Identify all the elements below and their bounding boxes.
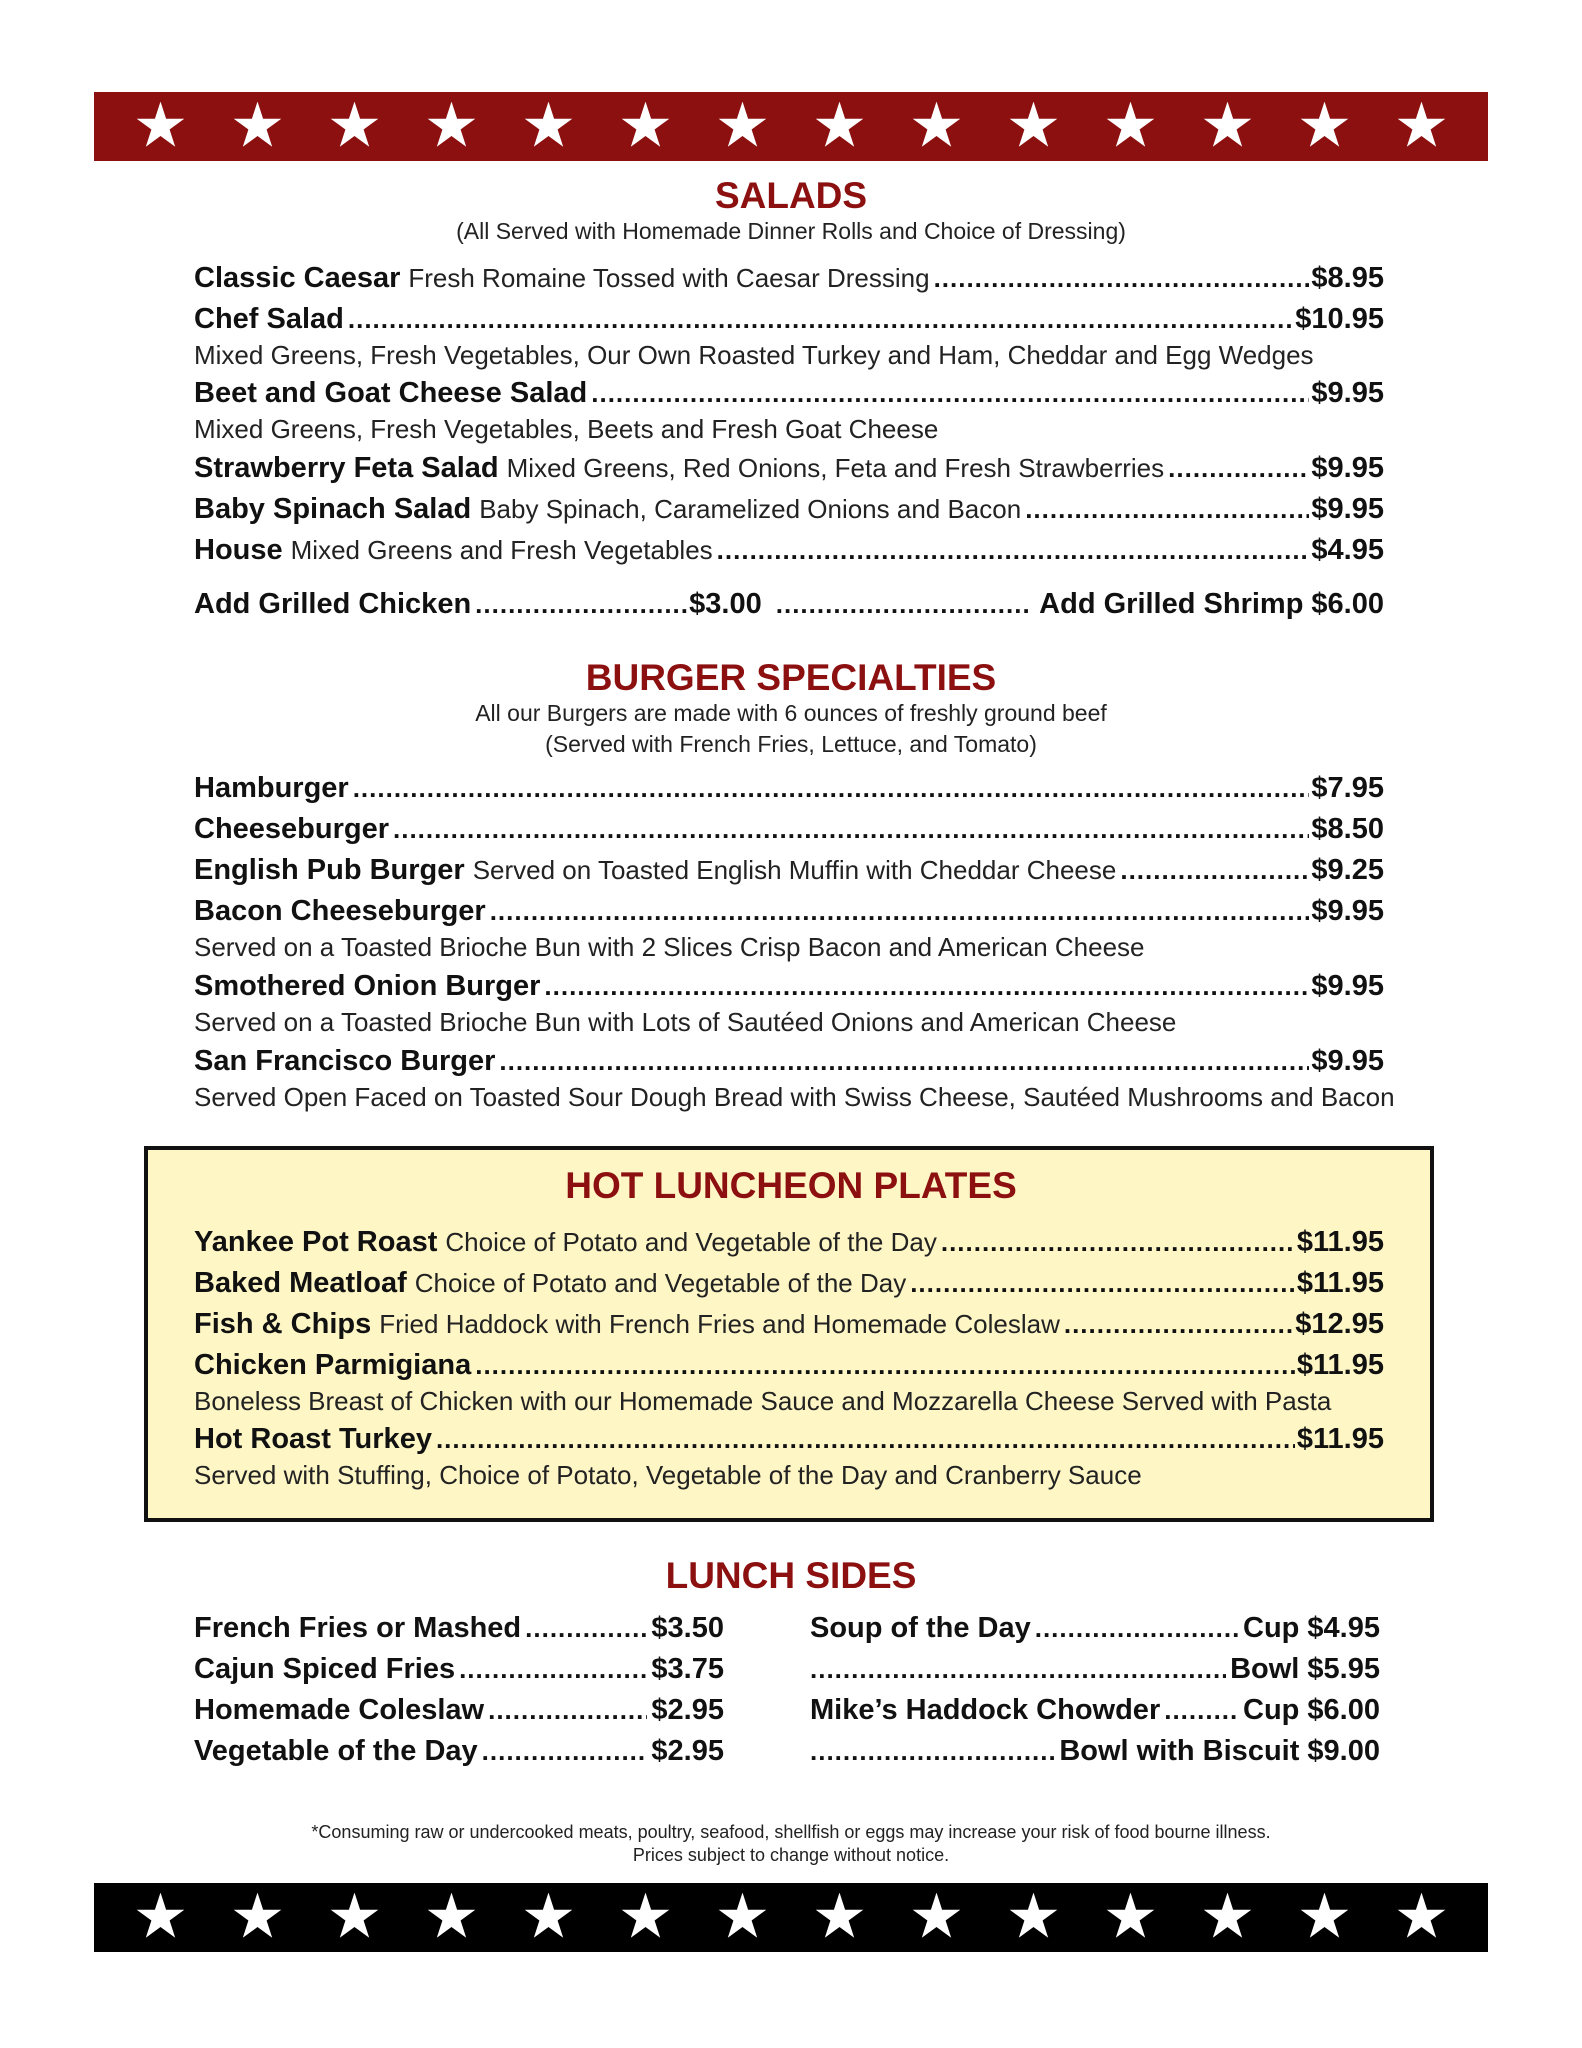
salads-title: SALADS [714,175,868,216]
price-notice-text: Prices subject to change without notice. [632,1845,950,1865]
star-icon [427,102,477,152]
star-icon [815,1893,865,1943]
dot-leader [1164,1695,1239,1726]
item-description: Mixed Greens, Red Onions, Feta and Fresh Strawberries [506,453,1165,483]
menu-item [194,1226,1384,1266]
dot-leader [1035,1613,1239,1644]
item-price: Bowl with Biscuit $9.00 [1059,1735,1380,1767]
star-icon [233,102,283,152]
item-name: Hamburger [194,772,349,804]
dot-leader [393,814,1309,845]
star-icon [1203,102,1253,152]
disclaimer-text: *Consuming raw or undercooked meats, poultry, seafood, shellfish or eggs may increase your risk of food bourne illness. [311,1822,1271,1842]
item-name: Cajun Spiced Fries [194,1653,456,1685]
hot-title: HOT LUNCHEON PLATES [565,1165,1017,1206]
dot-leader [810,1736,1055,1767]
item-price: $7.95 [1311,772,1384,804]
item-description: Fresh Romaine Tossed with Caesar Dressing [408,263,930,293]
item-price: $8.50 [1311,813,1384,845]
item-price: $11.95 [1296,1226,1384,1258]
addon-chicken-price: $3.00 [689,588,762,620]
menu-item [194,772,1384,812]
item-name: Smothered Onion Burger [194,970,541,1002]
star-icon [718,1893,768,1943]
menu-item [194,854,1384,894]
star-icon [1009,1893,1059,1943]
dot-leader [591,378,1309,409]
side-item [810,1694,1380,1734]
salads-subtitle: (All Served with Homemade Dinner Rolls and Choice of Dressing) [456,218,1126,244]
menu-item [194,452,1384,492]
item-description: Baby Spinach, Caramelized Onions and Bacon [479,494,1022,524]
star-icon [621,102,671,152]
item-price: $4.95 [1311,534,1384,566]
item-price: $2.95 [651,1735,724,1767]
item-description: Served on Toasted English Muffin with Cheddar Cheese [472,855,1117,885]
item-name: Baby Spinach Salad [194,493,472,525]
item-name: Vegetable of the Day [194,1735,478,1767]
dot-leader [482,1736,648,1767]
item-name: English Pub Burger [194,854,465,886]
item-subdescription: Served with Stuffing, Choice of Potato, Vegetable of the Day and Cranberry Sauce [194,1460,1142,1490]
menu-item [194,1349,1384,1389]
item-name: Soup of the Day [810,1612,1031,1644]
star-icon [1106,1893,1156,1943]
menu-item [194,1267,1384,1307]
side-item [810,1653,1380,1693]
dot-leader [353,773,1310,804]
top-star-banner [94,92,1488,161]
star-icon [136,1893,186,1943]
item-name: Baked Meatloaf [194,1267,407,1299]
star-icon [1397,1893,1447,1943]
side-item [810,1735,1380,1775]
addon-shrimp-price: $6.00 [1311,588,1384,620]
burgers-title: BURGER SPECIALTIES [585,657,997,698]
star-icon [815,102,865,152]
dot-leader [499,1046,1309,1077]
star-icon [1106,102,1156,152]
dot-leader [934,263,1310,294]
dot-leader [717,535,1310,566]
item-price: $10.95 [1295,303,1384,335]
item-name: French Fries or Mashed [194,1612,522,1644]
item-price: $12.95 [1295,1308,1384,1340]
item-price: $11.95 [1296,1423,1384,1455]
item-name: Chef Salad [194,303,344,335]
dot-leader [941,1227,1295,1258]
star-icon [136,102,186,152]
side-item [194,1694,724,1734]
item-name: Fish & Chips [194,1308,372,1340]
item-name: Classic Caesar [194,262,401,294]
addon-chicken-label: Add Grilled Chicken [194,588,472,620]
star-icon [1300,1893,1350,1943]
item-description: Fried Haddock with French Fries and Homemade Coleslaw [379,1309,1060,1339]
item-name: Bacon Cheeseburger [194,895,486,927]
item-price: $9.25 [1311,854,1384,886]
burgers-subtitle: All our Burgers are made with 6 ounces of freshly ground beef [475,700,1107,726]
item-price: $9.95 [1311,452,1384,484]
menu-item [194,970,1384,1010]
dot-leader [544,971,1309,1002]
item-name: Homemade Coleslaw [194,1694,485,1726]
dot-leader [490,896,1310,927]
dot-leader [776,589,1029,620]
menu-item [194,895,1384,935]
item-description: Choice of Potato and Vegetable of the Day [445,1227,937,1257]
star-icon [330,1893,380,1943]
menu-item [194,1423,1384,1463]
star-icon [1009,102,1059,152]
item-name: Mike’s Haddock Chowder [810,1694,1161,1726]
item-price: $2.95 [651,1694,724,1726]
item-price: $9.95 [1311,1045,1384,1077]
star-icon [427,1893,477,1943]
side-item [194,1612,724,1652]
menu-item [194,813,1384,853]
star-icon [1300,102,1350,152]
item-price: Bowl $5.95 [1230,1653,1380,1685]
item-price: $9.95 [1311,970,1384,1002]
menu-item [194,534,1384,574]
sides-title: LUNCH SIDES [665,1555,917,1596]
dot-leader [1064,1309,1293,1340]
star-icon [524,1893,574,1943]
menu-item [194,303,1384,343]
dot-leader [810,1654,1226,1685]
star-icon [912,1893,962,1943]
item-subdescription: Mixed Greens, Fresh Vegetables, Beets and Fresh Goat Cheese [194,414,939,444]
star-icon [1203,1893,1253,1943]
dot-leader [1025,494,1309,525]
item-subdescription: Served Open Faced on Toasted Sour Dough Bread with Swiss Cheese, Sautéed Mushrooms and Bacon [194,1082,1395,1112]
menu-item [194,262,1384,302]
side-item [194,1653,724,1693]
item-subdescription: Mixed Greens, Fresh Vegetables, Our Own Roasted Turkey and Ham, Cheddar and Egg Wedges [194,340,1314,370]
item-name: Yankee Pot Roast [194,1226,438,1258]
bottom-star-banner [94,1883,1488,1952]
side-item [194,1735,724,1775]
item-price: $9.95 [1311,493,1384,525]
burgers-subtitle-2: (Served with French Fries, Lettuce, and Tomato) [545,731,1037,757]
item-name: Beet and Goat Cheese Salad [194,377,588,409]
item-price: Cup $4.95 [1243,1612,1380,1644]
dot-leader [488,1695,647,1726]
salad-addons [194,588,1384,628]
side-item [810,1612,1380,1652]
star-icon [718,102,768,152]
item-price: $3.75 [651,1653,724,1685]
star-icon [524,102,574,152]
item-price: $11.95 [1296,1267,1384,1299]
star-icon [621,1893,671,1943]
item-price: $8.95 [1311,262,1384,294]
menu-item [194,1045,1384,1085]
star-icon [912,102,962,152]
dot-leader [436,1424,1295,1455]
star-icon [330,102,380,152]
item-name: Hot Roast Turkey [194,1423,432,1455]
item-description: Choice of Potato and Vegetable of the Day [414,1268,907,1298]
item-price: $11.95 [1296,1349,1384,1381]
star-icon [233,1893,283,1943]
item-name: Cheeseburger [194,813,390,845]
item-subdescription: Boneless Breast of Chicken with our Homemade Sauce and Mozzarella Cheese Served with Pasta [194,1386,1332,1416]
item-price: $9.95 [1311,895,1384,927]
item-name: Chicken Parmigiana [194,1349,472,1381]
dot-leader [525,1613,647,1644]
item-subdescription: Served on a Toasted Brioche Bun with 2 Slices Crisp Bacon and American Cheese [194,932,1145,962]
addon-shrimp-label: Add Grilled Shrimp [1039,588,1304,620]
item-name: House [194,534,283,566]
item-name: Strawberry Feta Salad [194,452,499,484]
menu-item [194,377,1384,417]
menu-item [194,1308,1384,1348]
menu-item [194,493,1384,533]
item-price: Cup $6.00 [1243,1694,1380,1726]
dot-leader [1168,453,1309,484]
dot-leader [459,1654,647,1685]
dot-leader [910,1268,1295,1299]
dot-leader [475,589,687,620]
item-price: $3.50 [651,1612,724,1644]
dot-leader [1120,855,1309,886]
dot-leader [475,1350,1295,1381]
item-name: San Francisco Burger [194,1045,496,1077]
item-subdescription: Served on a Toasted Brioche Bun with Lots of Sautéed Onions and American Cheese [194,1007,1177,1037]
star-icon [1397,102,1447,152]
item-description: Mixed Greens and Fresh Vegetables [290,535,713,565]
dot-leader [348,304,1293,335]
item-price: $9.95 [1311,377,1384,409]
